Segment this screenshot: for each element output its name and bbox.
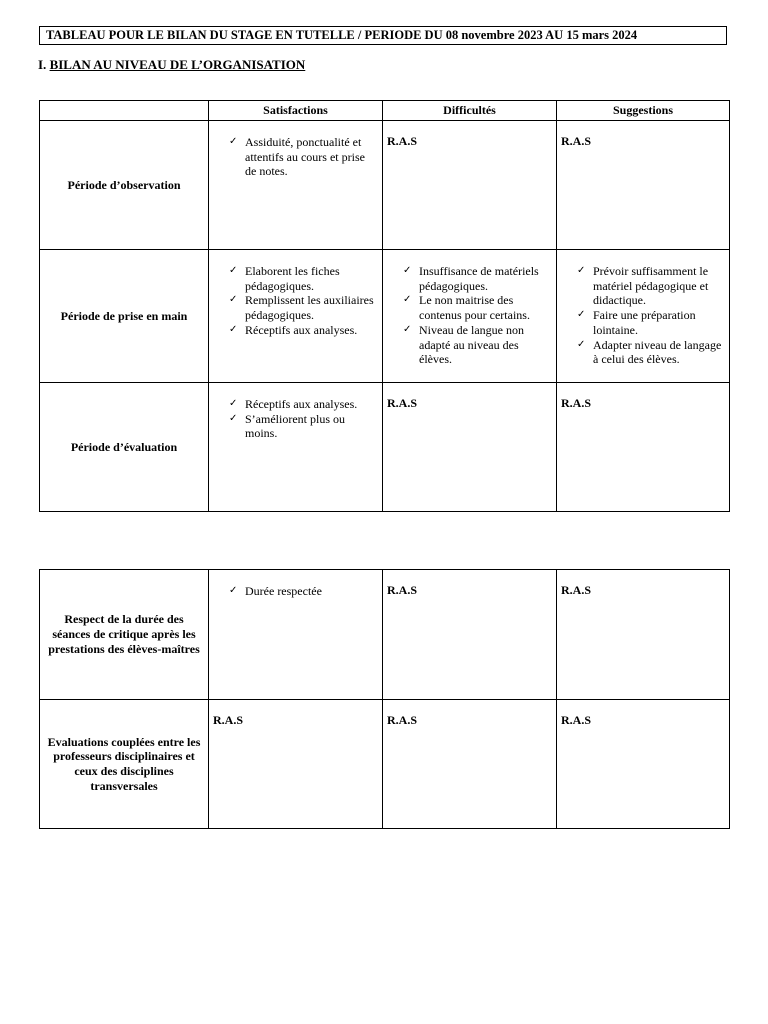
- ras-text: R.A.S: [213, 713, 244, 727]
- section-heading: [38, 57, 305, 73]
- suggestions-cell: [557, 570, 730, 700]
- table-row: [40, 383, 730, 512]
- difficultes-cell: [383, 700, 557, 829]
- header-satisfactions: Satisfactions: [209, 101, 383, 121]
- suggestions-cell: [557, 121, 730, 250]
- list-item: ✓ Durée respectée: [245, 584, 376, 599]
- list-item: ✓ Faire une préparation lointaine.: [593, 308, 723, 337]
- satisfactions-cell: [209, 570, 383, 700]
- list-item: ✓ Elaborent les fiches pédagogiques.: [245, 264, 376, 293]
- ras-text: R.A.S: [561, 396, 592, 410]
- row-label: Evaluations couplées entre les professeurs disciplinaires et ceux des disciplines transversales: [40, 700, 209, 829]
- ras-text: R.A.S: [561, 134, 592, 148]
- document-title: TABLEAU POUR LE BILAN DU STAGE EN TUTELLE / PERIODE DU 08 novembre 2023 AU 15 mars 2024: [39, 26, 727, 45]
- evaluation-table: [39, 569, 730, 829]
- row-label: Période d’observation: [40, 121, 209, 250]
- list-item: ✓ S’améliorent plus ou moins.: [245, 412, 376, 441]
- section-number: I.: [38, 57, 47, 72]
- list-item: ✓ Adapter niveau de langage à celui des élèves.: [593, 338, 723, 367]
- difficultes-cell: [383, 570, 557, 700]
- organisation-table: [39, 100, 730, 512]
- difficultes-cell: [383, 250, 557, 383]
- table-row: [40, 700, 730, 829]
- list-item: ✓ Remplissent les auxiliaires pédagogiques.: [245, 293, 376, 322]
- ras-text: R.A.S: [387, 713, 418, 727]
- ras-text: R.A.S: [387, 396, 418, 410]
- suggestions-cell: [557, 383, 730, 512]
- satisfactions-cell: [209, 383, 383, 512]
- row-label: Période de prise en main: [40, 250, 209, 383]
- ras-text: R.A.S: [387, 583, 418, 597]
- row-label: Respect de la durée des séances de critique après les prestations des élèves-maîtres: [40, 570, 209, 700]
- list-item: ✓ Insuffisance de matériels pédagogiques.: [419, 264, 550, 293]
- suggestions-cell: [557, 250, 730, 383]
- satisfactions-cell: [209, 121, 383, 250]
- list-item: ✓ Le non maitrise des contenus pour certains.: [419, 293, 550, 322]
- difficultes-cell: [383, 383, 557, 512]
- row-label: Période d’évaluation: [40, 383, 209, 512]
- list-item: ✓ Réceptifs aux analyses.: [245, 397, 376, 412]
- ras-text: R.A.S: [387, 134, 418, 148]
- header-suggestions: Suggestions: [557, 101, 730, 121]
- header-difficultes: Difficultés: [383, 101, 557, 121]
- satisfactions-cell: [209, 700, 383, 829]
- ras-text: R.A.S: [561, 713, 592, 727]
- header-empty: [40, 101, 209, 121]
- list-item: ✓ Réceptifs aux analyses.: [245, 323, 376, 338]
- satisfactions-cell: [209, 250, 383, 383]
- difficultes-cell: [383, 121, 557, 250]
- table-row: [40, 570, 730, 700]
- list-item: ✓ Niveau de langue non adapté au niveau des élèves.: [419, 323, 550, 367]
- section-label: BILAN AU NIVEAU DE L’ORGANISATION: [49, 57, 306, 72]
- table-row: [40, 121, 730, 250]
- list-item: ✓ Assiduité, ponctualité et attentifs au cours et prise de notes.: [245, 135, 376, 179]
- list-item: ✓ Prévoir suffisamment le matériel pédagogique et didactique.: [593, 264, 723, 308]
- table-header-row: [40, 101, 730, 121]
- ras-text: R.A.S: [561, 583, 592, 597]
- table-row: [40, 250, 730, 383]
- suggestions-cell: [557, 700, 730, 829]
